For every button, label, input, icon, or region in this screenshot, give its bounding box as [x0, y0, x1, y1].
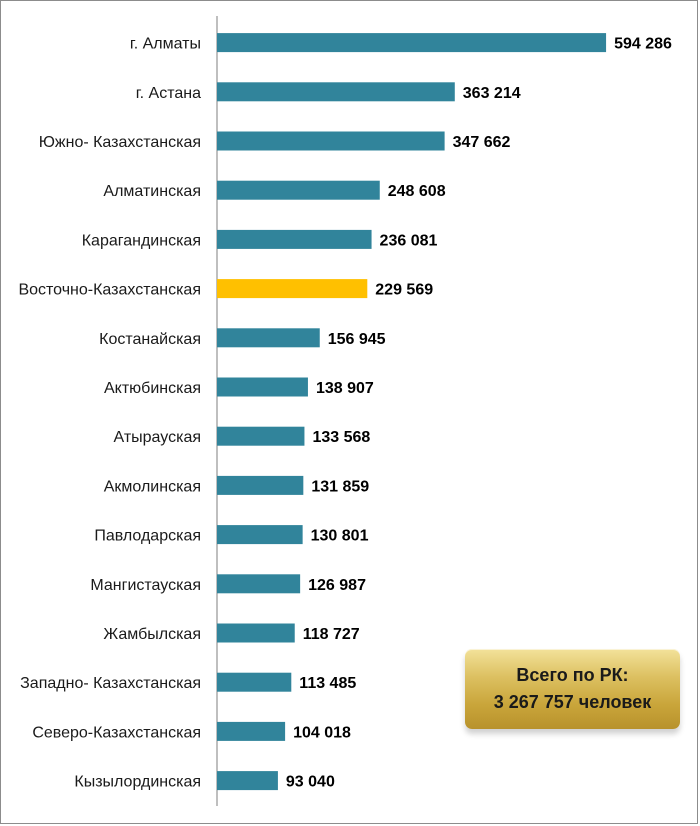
value-label-15: 93 040: [285, 773, 335, 791]
category-label-12: Жамбылская: [103, 626, 201, 643]
category-label-11: Мангистауская: [90, 576, 201, 594]
bar-14: [217, 722, 285, 741]
bar-15: [217, 771, 278, 790]
value-label-6: 156 945: [327, 330, 386, 348]
bar-11: [217, 574, 300, 593]
bar-8: [217, 427, 304, 446]
category-label-15: Кызылординская: [74, 773, 201, 791]
category-label-4: Карагандинская: [81, 232, 201, 250]
total-title: Всего по РК:: [516, 665, 629, 685]
value-label-2: 347 662: [452, 134, 511, 151]
value-label-10: 130 801: [310, 527, 369, 545]
bar-5: [217, 279, 367, 298]
bar-12: [217, 624, 295, 643]
total-value: 3 267 757 человек: [493, 692, 652, 712]
value-label-7: 138 907: [315, 380, 374, 397]
value-label-3: 248 608: [387, 183, 446, 201]
value-label-13: 113 485: [299, 675, 357, 693]
category-label-14: Северо-Казахстанская: [32, 724, 201, 742]
bar-3: [217, 181, 380, 200]
category-label-2: Южно- Казахстанская: [38, 134, 201, 151]
value-label-5: 229 569: [375, 281, 434, 299]
value-label-0: 594 286: [614, 35, 672, 53]
value-label-1: 363 214: [462, 84, 521, 102]
bar-9: [217, 476, 303, 495]
category-label-7: Актюбинская: [103, 380, 201, 397]
category-label-5: Восточно-Казахстанская: [18, 281, 201, 299]
bar-7: [217, 378, 308, 397]
total-summary-box: [465, 649, 680, 729]
value-label-12: 118 727: [302, 626, 360, 643]
value-label-11: 126 987: [308, 576, 366, 594]
category-label-10: Павлодарская: [94, 527, 201, 545]
bar-6: [217, 328, 320, 347]
value-label-4: 236 081: [379, 232, 438, 250]
value-label-9: 131 859: [311, 478, 370, 496]
category-label-0: г. Алматы: [129, 35, 201, 53]
bar-0: [217, 33, 606, 52]
category-label-13: Западно- Казахстанская: [20, 675, 201, 693]
bar-1: [217, 82, 455, 101]
category-label-1: г. Астана: [135, 84, 201, 102]
category-label-6: Костанайская: [99, 330, 201, 348]
category-label-9: Акмолинская: [103, 478, 201, 496]
bar-4: [217, 230, 372, 249]
value-label-8: 133 568: [312, 429, 371, 447]
category-label-3: Алматинская: [103, 183, 201, 201]
category-label-8: Атырауская: [113, 429, 201, 447]
value-label-14: 104 018: [293, 724, 351, 742]
bar-13: [217, 673, 291, 692]
bar-2: [217, 132, 445, 151]
bar-10: [217, 525, 303, 544]
